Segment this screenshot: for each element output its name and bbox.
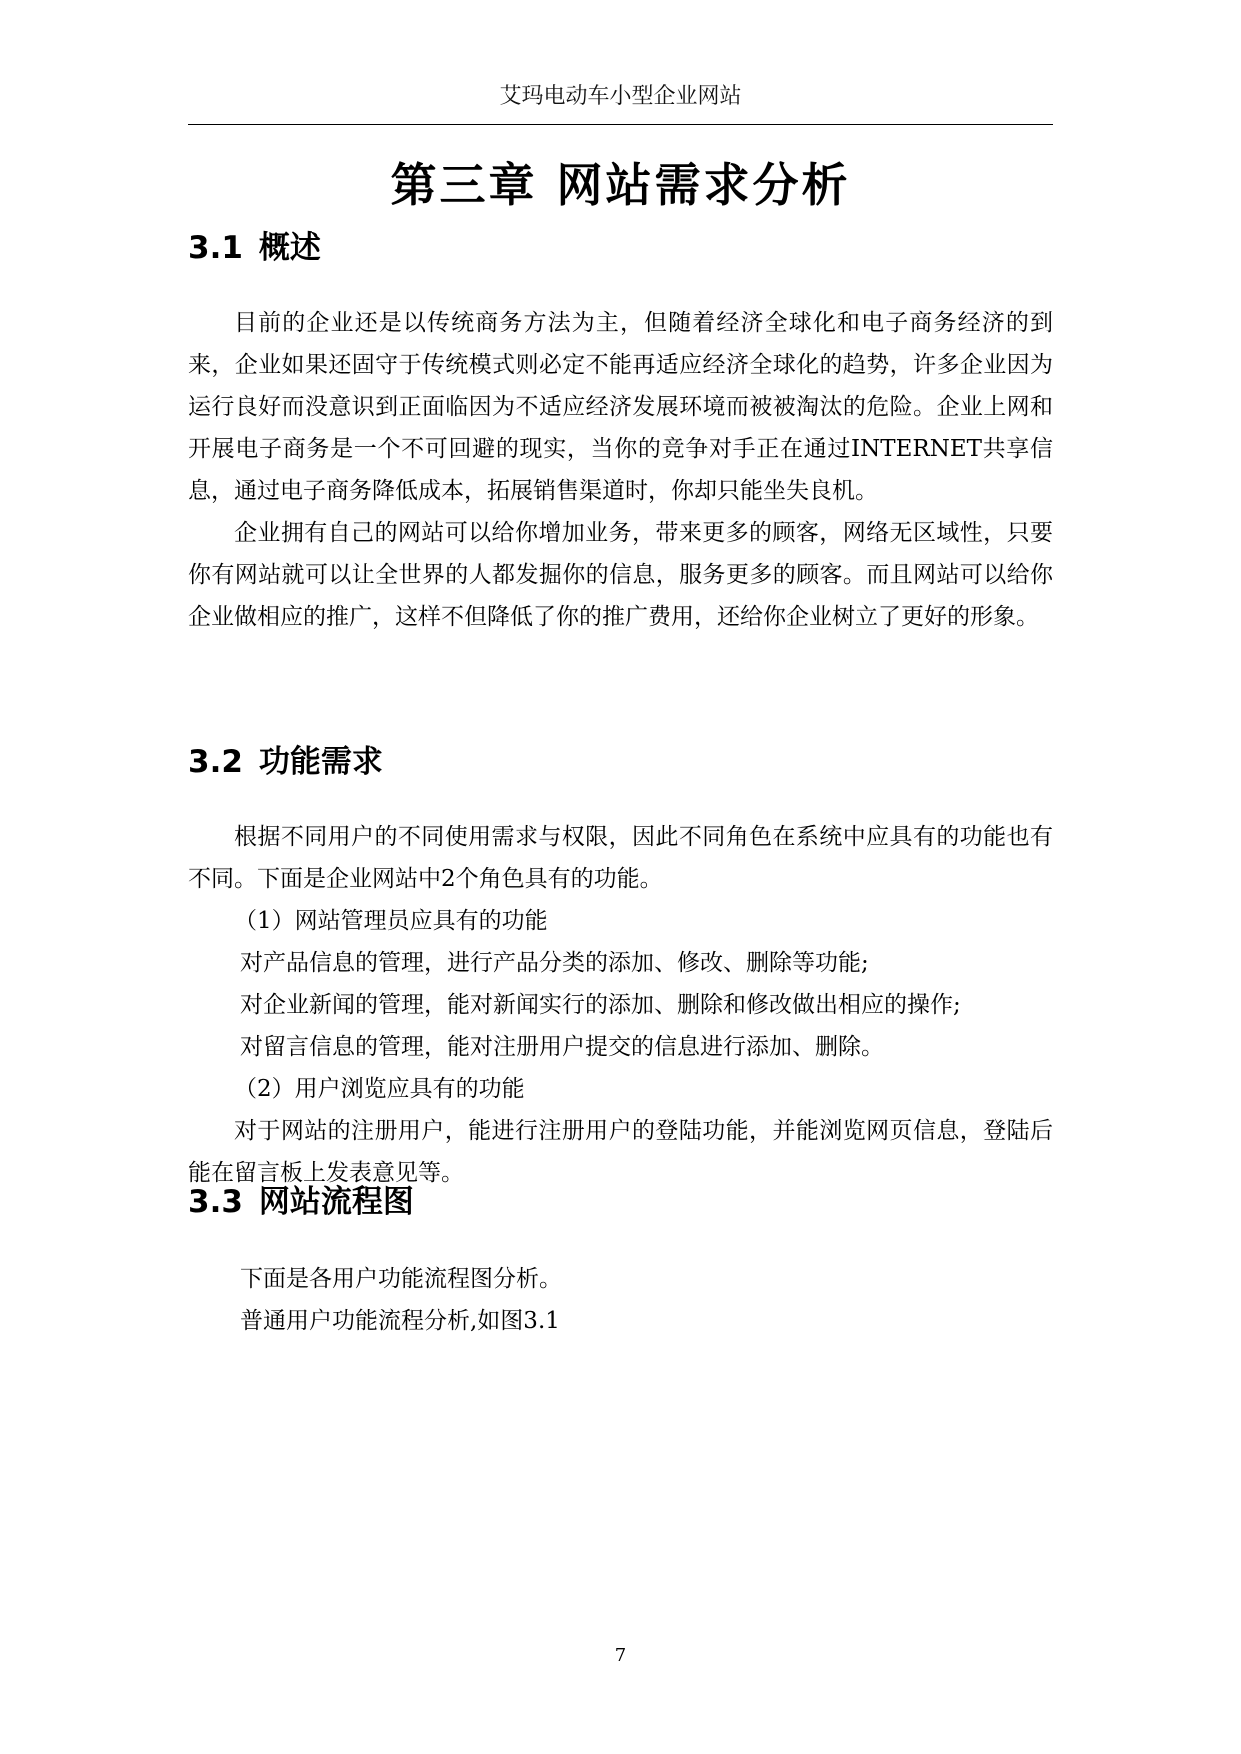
header-rule — [188, 124, 1053, 125]
chapter-title: 第三章 网站需求分析 — [390, 158, 851, 212]
section-title-text: 功能需求 — [258, 744, 383, 780]
user-heading: （2）用户浏览应具有的功能 — [234, 1076, 525, 1102]
section-number: 3.2 — [188, 744, 243, 780]
paragraph: 企业拥有自己的网站可以给你增加业务，带来更多的顾客，网络无区域性，只要你有网站就可以让全世界的人都发掘你的信息，服务更多的顾客。而且网站可以给你企业做相应的推广，这样不但降低了你的推广费用，还给你企业树立了更好的形象。 — [188, 520, 1053, 630]
paragraph: 根据不同用户的不同使用需求与权限，因此不同角色在系统中应具有的功能也有不同。下面是企业网站中2个角色具有的功能。 — [188, 824, 1053, 892]
page-number: 7 — [614, 1645, 627, 1666]
list-item: 对企业新闻的管理，能对新闻实行的添加、删除和修改做出相应的操作; — [240, 992, 961, 1018]
list-item: 对留言信息的管理，能对注册用户提交的信息进行添加、删除。 — [240, 1034, 884, 1060]
section-heading-3-2 — [188, 740, 383, 784]
running-header: 艾玛电动车小型企业网站 — [499, 84, 742, 109]
section-heading-3-1 — [188, 226, 321, 270]
paragraph: 目前的企业还是以传统商务方法为主，但随着经济全球化和电子商务经济的到来，企业如果还固守于传统模式则必定不能再适应经济全球化的趋势，许多企业因为运行良好而没意识到正面临因为不适应经济发展环境而被被淘汰的危险。企业上网和开展电子商务是一个不可回避的现实，当你的竞争对手正在通过INTERNET共享信息，通过电子商务降低成本，拓展销售渠道时，你却只能坐失良机。 — [188, 310, 1053, 504]
admin-heading: （1）网站管理员应具有的功能 — [234, 908, 548, 934]
paragraph: 对于网站的注册用户，能进行注册用户的登陆功能，并能浏览网页信息，登陆后能在留言板上发表意见等。 — [188, 1118, 1053, 1186]
text-line: 普通用户功能流程分析,如图3.1 — [240, 1308, 560, 1334]
section-number: 3.1 — [188, 230, 243, 266]
section-number: 3.3 — [188, 1184, 243, 1220]
text-line: 下面是各用户功能流程图分析。 — [240, 1266, 562, 1292]
section-title-text: 网站流程图 — [258, 1184, 414, 1220]
section-title-text: 概述 — [258, 230, 321, 266]
list-item: 对产品信息的管理，进行产品分类的添加、修改、删除等功能; — [240, 950, 869, 976]
section-heading-3-3 — [188, 1180, 414, 1224]
section-3-1-body — [188, 302, 1053, 638]
section-3-3-body — [188, 1258, 1053, 1342]
section-3-2-body — [188, 816, 1053, 1194]
